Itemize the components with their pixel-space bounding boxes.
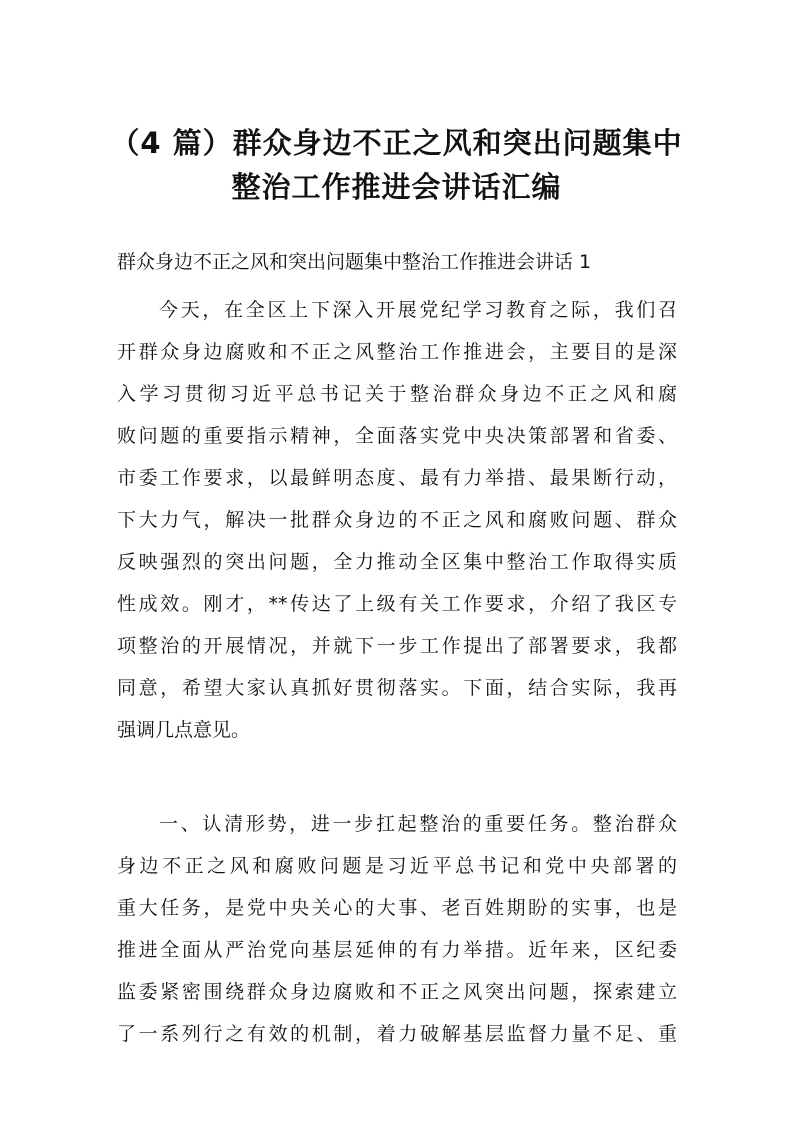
paragraph-line: 败问题的重要指示精神，全面落实党中央决策部署和省委、 <box>117 425 677 447</box>
paragraph-line: 重大任务，是党中央关心的大事、老百姓期盼的实事，也是 <box>117 897 677 919</box>
document-title-line-1: （4 篇）群众身边不正之风和突出问题集中 <box>110 126 683 160</box>
paragraph-line: 入学习贯彻习近平总书记关于整治群众身边不正之风和腐 <box>117 383 677 405</box>
paragraph-line: 今天，在全区上下深入开展党纪学习教育之际，我们召 <box>159 299 677 321</box>
paragraph-2 <box>117 803 677 1055</box>
paragraph-line: 强调几点意见。 <box>117 719 251 741</box>
paragraph-line: 项整治的开展情况，并就下一步工作提出了部署要求，我都 <box>117 635 677 657</box>
paragraph-line: 了一系列行之有效的机制，着力破解基层监督力量不足、重 <box>117 1023 677 1045</box>
paragraph-1 <box>117 289 677 751</box>
paragraph-line: 下大力气，解决一批群众身边的不正之风和腐败问题、群众 <box>117 509 677 531</box>
paragraph-line: 反映强烈的突出问题，全力推动全区集中整治工作取得实质 <box>117 551 677 573</box>
paragraph-line: 开群众身边腐败和不正之风整治工作推进会，主要目的是深 <box>117 341 677 363</box>
document-title-line-2: 整治工作推进会讲话汇编 <box>231 170 562 204</box>
paragraph-line: 身边不正之风和腐败问题是习近平总书记和党中央部署的 <box>117 855 677 877</box>
paragraph-line: 市委工作要求，以最鲜明态度、最有力举措、最果断行动， <box>117 467 677 489</box>
paragraph-line: 性成效。刚才，**传达了上级有关工作要求，介绍了我区专 <box>117 593 677 615</box>
speech-subheading: 群众身边不正之风和突出问题集中整治工作推进会讲话 1 <box>117 251 592 273</box>
paragraph-line: 推进全面从严治党向基层延伸的有力举措。近年来，区纪委 <box>117 939 677 961</box>
paragraph-line: 一、认清形势，进一步扛起整治的重要任务。整治群众 <box>159 813 677 835</box>
paragraph-line: 同意，希望大家认真抓好贯彻落实。下面，结合实际，我再 <box>117 677 677 699</box>
paragraph-line: 监委紧密围绕群众身边腐败和不正之风突出问题，探索建立 <box>117 981 677 1003</box>
